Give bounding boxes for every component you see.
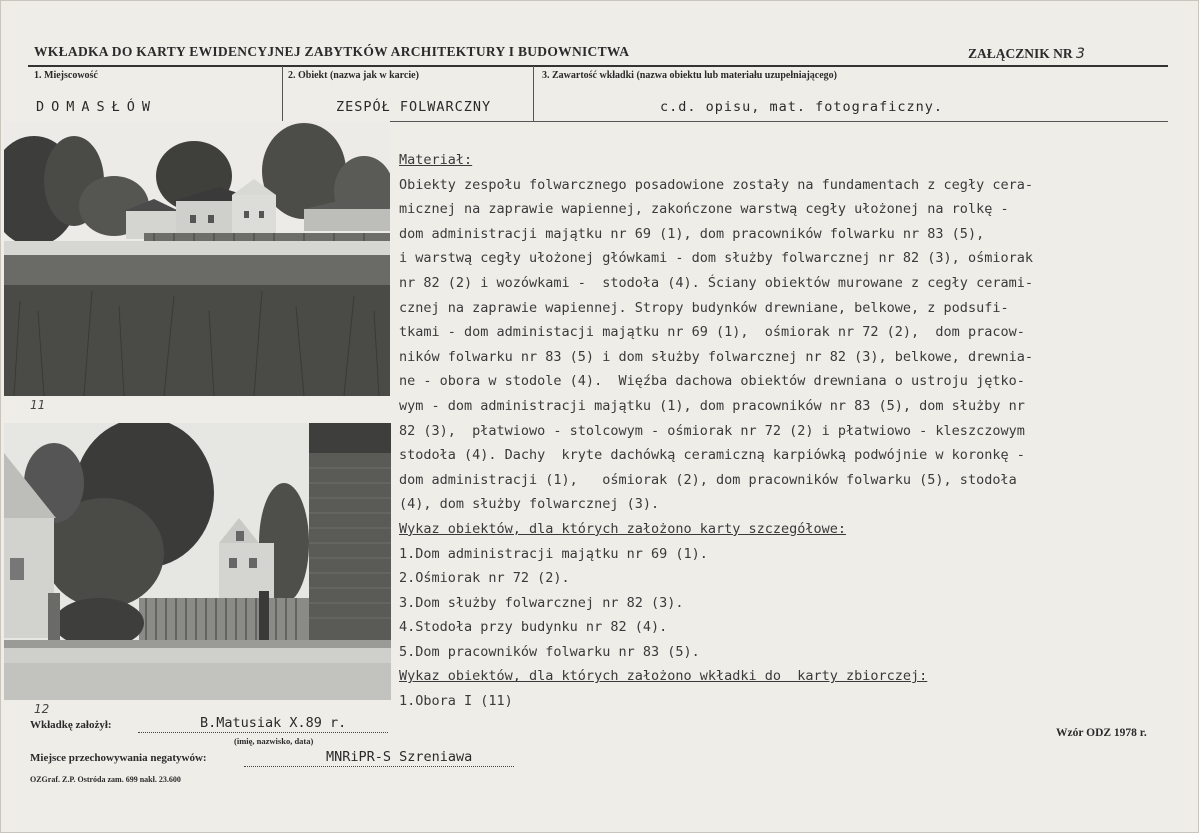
collective-card-heading: Wykaz obiektów, dla których założono wkładki do karty zbiorczej: <box>399 668 928 685</box>
material-heading: Materiał: <box>399 152 473 168</box>
header-rule <box>28 65 1168 67</box>
paragraph-line: stodoła (4). Dachy kryte dachówką ceramiczną karpiówką podwójnie w koronkę - <box>399 447 1025 464</box>
author-label: Wkładkę założył: <box>30 719 112 731</box>
paragraph-line: dom administracji (1), ośmiorak (2), dom pracowników folwarku (5), stodoła <box>399 471 1017 488</box>
contents-label: 3. Zawartość wkładki (nazwa obiektu lub materiału uzupełniającego) <box>542 70 838 81</box>
paragraph-line: tkami - dom administacji majątku nr 69 (1), ośmiorak nr 72 (2), dom pracow- <box>399 324 1025 341</box>
list-item: 5.Dom pracowników folwarku nr 83 (5). <box>399 643 700 660</box>
list-item: 4.Stodoła przy budynku nr 82 (4). <box>399 619 668 636</box>
detailed-cards-list <box>399 542 1179 665</box>
paragraph-line: micznej na zaprawie wapiennej, zakończone warstwą cegły ułożonej na rolkę - <box>399 201 1009 218</box>
paragraph-line: cznej na zaprawie wapiennej. Stropy budynków drewniane, belkowe, z podsufi- <box>399 299 1009 316</box>
material-paragraph <box>399 173 1179 517</box>
paragraph-line: dom administracji majątku nr 69 (1), dom pracowników folwarku nr 83 (5), <box>399 225 985 242</box>
list-item: 3.Dom służby folwarcznej nr 82 (3). <box>399 594 684 611</box>
collective-card-list <box>399 689 1179 714</box>
paragraph-line: i warstwą cegły ułożonej główkami - dom służby folwarcznej nr 82 (3), ośmiorak <box>399 250 1033 267</box>
print-note: OZGraf. Z.P. Ostróda zam. 699 nakł. 23.600 <box>30 775 181 784</box>
photo-farm-buildings <box>4 121 390 396</box>
list-item: 2.Ośmiorak nr 72 (2). <box>399 570 570 587</box>
paragraph-line: wym - dom administracji majątku (1), dom pracowników nr 83 (5), dom służby nr <box>399 397 1025 414</box>
locality-label: 1. Miejscowość <box>34 70 98 81</box>
paragraph-line: 82 (3), płatwiowo - stolcowym - ośmiorak nr 72 (2) i płatwiowo - kleszczowym <box>399 422 1025 439</box>
paragraph-line: Obiekty zespołu folwarcznego posadowione zostały na fundamentach z cegły cera- <box>399 176 1033 193</box>
annex-label-text: ZAŁĄCZNIK NR <box>968 46 1073 61</box>
detailed-cards-heading: Wykaz obiektów, dla których założono karty szczegółowe: <box>399 520 847 537</box>
paragraph-line: ników folwarku nr 83 (5) i dom służby folwarcznej nr 82 (3), belkowe, drewnia- <box>399 348 1033 365</box>
author-sublabel: (imię, nazwisko, data) <box>234 736 314 746</box>
annex-label <box>968 46 1085 62</box>
negatives-label: Miejsce przechowywania negatywów: <box>30 752 207 764</box>
object-value: ZESPÓŁ FOLWARCZNY <box>336 99 492 115</box>
field-divider <box>533 66 534 121</box>
author-value: B.Matusiak X.89 r. <box>200 715 347 731</box>
field-divider <box>282 66 283 121</box>
photo1-number: 11 <box>30 398 46 412</box>
paragraph-line: nr 82 (2) i wozówkami - stodoła (4). Ściany obiektów murowane z cegły cerami- <box>399 274 1033 291</box>
photo2-number: 12 <box>34 702 50 716</box>
paragraph-line: (4), dom służby folwarcznej (3). <box>399 496 660 513</box>
object-label: 2. Obiekt (nazwa jak w karcie) <box>288 70 419 81</box>
description-body <box>399 148 1179 714</box>
template-note: Wzór ODZ 1978 r. <box>1056 727 1147 739</box>
negatives-value: MNRiPR-S Szreniawa <box>326 749 473 765</box>
locality-value: DOMASŁÓW <box>36 99 158 115</box>
paragraph-line: ne - obora w stodole (4). Więźba dachowa obiektów drewniana o ustroju jętko- <box>399 373 1025 390</box>
list-item: 1.Obora I (11) <box>399 693 513 710</box>
author-dotted-line <box>138 732 388 733</box>
annex-number: 3 <box>1076 46 1085 62</box>
negatives-dotted-line <box>244 766 514 767</box>
contents-value: c.d. opisu, mat. fotograficzny. <box>660 99 943 115</box>
list-item: 1.Dom administracji majątku nr 69 (1). <box>399 545 708 562</box>
photo-street-view <box>4 423 391 700</box>
form-title: WKŁADKA DO KARTY EWIDENCYJNEJ ZABYTKÓW ARCHITEKTURY I BUDOWNICTWA <box>34 44 630 59</box>
